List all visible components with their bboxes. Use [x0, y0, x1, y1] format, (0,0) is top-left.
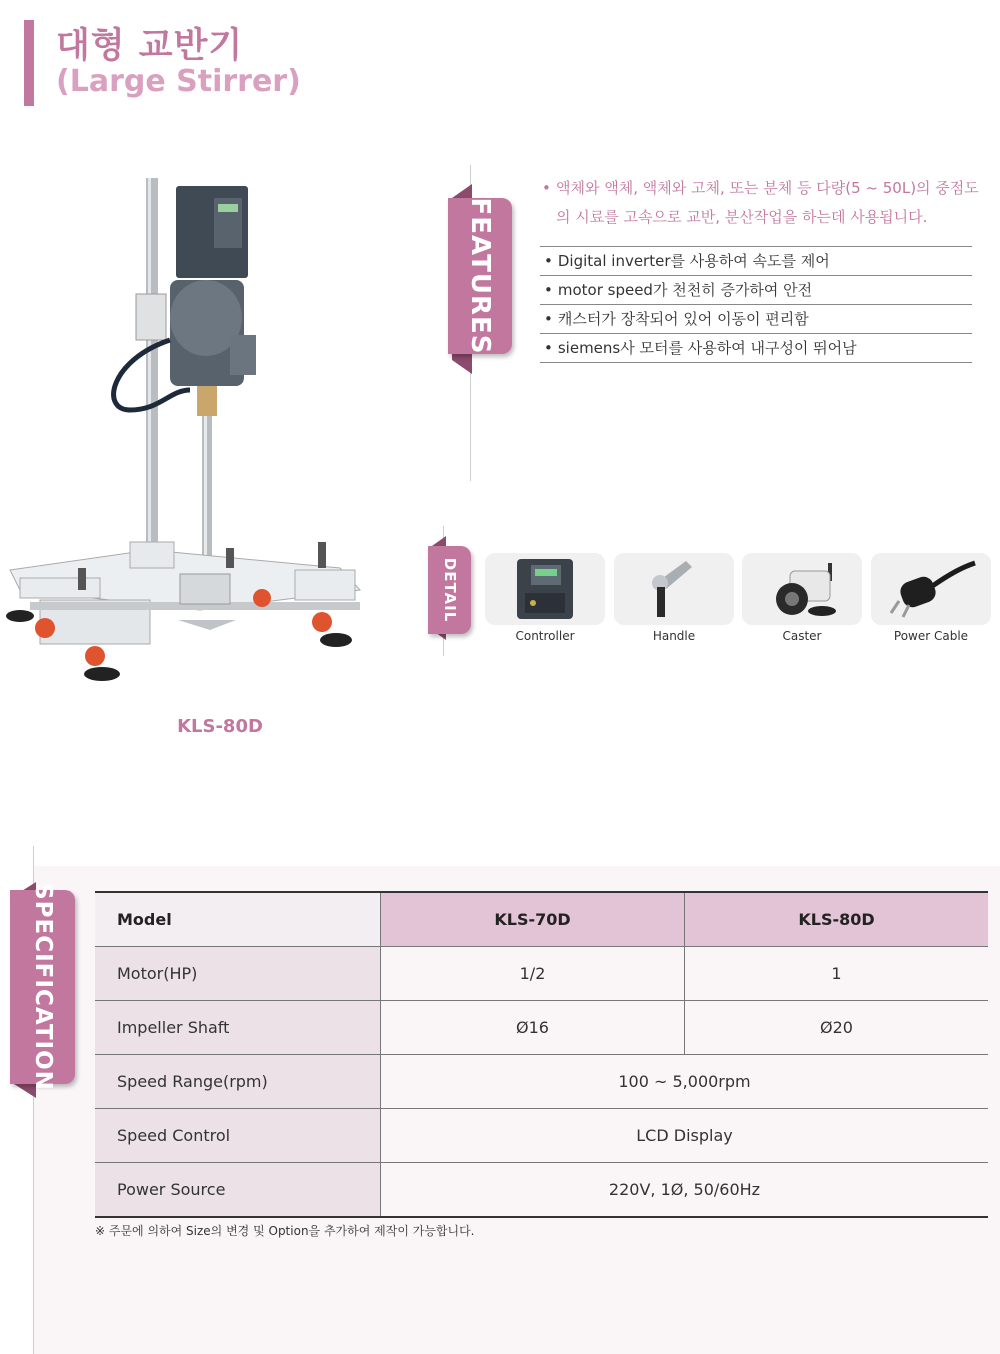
list-item: • siemens사 모터를 사용하여 내구성이 뛰어남 — [540, 334, 972, 363]
table-cell: 220V, 1Ø, 50/60Hz — [381, 1163, 989, 1218]
table-cell: 1 — [685, 947, 989, 1001]
page-subtitle: (Large Stirrer) — [56, 64, 301, 99]
table-row-label: Power Source — [95, 1163, 381, 1218]
table-row — [95, 1163, 988, 1218]
table-header-cell: KLS-70D — [381, 892, 685, 947]
table-cell: 100 ~ 5,000rpm — [381, 1055, 989, 1109]
features-list — [540, 246, 972, 363]
detail-label-controller: Controller — [515, 629, 575, 643]
detail-label-power-cable: Power Cable — [893, 629, 969, 643]
table-row — [95, 1109, 988, 1163]
detail-card-controller — [485, 553, 605, 625]
controller-icon — [485, 553, 605, 625]
detail-label-caster: Caster — [782, 629, 822, 643]
list-item: • motor speed가 천천히 증가하여 안전 — [540, 276, 972, 305]
caster-icon — [742, 553, 862, 625]
detail-tab: DETAIL — [428, 546, 471, 634]
specification-note: ※ 주문에 의하여 Size의 변경 및 Option을 추가하여 제작이 가능합니다. — [95, 1224, 475, 1238]
detail-card-caster — [742, 553, 862, 625]
table-cell: Ø16 — [381, 1001, 685, 1055]
table-row-label: Speed Control — [95, 1109, 381, 1163]
title-accent-bar — [24, 20, 34, 106]
list-item: • Digital inverter를 사용하여 속도를 제어 — [540, 247, 972, 276]
table-cell: LCD Display — [381, 1109, 989, 1163]
table-cell: 1/2 — [381, 947, 685, 1001]
table-row — [95, 1055, 988, 1109]
table-header-label: Model — [95, 892, 381, 947]
table-row — [95, 1001, 988, 1055]
features-lead-text: • 액체와 액체, 액체와 고체, 또는 분체 등 다량(5 ~ 50L)의 중점도의 시료를 고속으로 교반, 분산작업을 하는데 사용됩니다. — [542, 179, 979, 226]
table-row-label: Impeller Shaft — [95, 1001, 381, 1055]
table-row-label: Speed Range(rpm) — [95, 1055, 381, 1109]
specification-tab: SPECIFICATION — [10, 890, 75, 1084]
table-cell: Ø20 — [685, 1001, 989, 1055]
detail-card-handle — [614, 553, 734, 625]
detail-label-handle: Handle — [652, 629, 696, 643]
detail-card-power-cable — [871, 553, 991, 625]
table-header-row — [95, 892, 988, 947]
specification-table — [95, 891, 988, 1218]
table-row-label: Motor(HP) — [95, 947, 381, 1001]
table-header-cell: KLS-80D — [685, 892, 989, 947]
stirrer-product-image — [0, 170, 370, 690]
power-cable-icon — [871, 553, 991, 625]
table-row — [95, 947, 988, 1001]
page-title: 대형 교반기 — [56, 26, 244, 66]
features-tab: FEATURES — [448, 198, 512, 354]
list-item: • 캐스터가 장착되어 있어 이동이 편리함 — [540, 305, 972, 334]
handle-icon — [614, 553, 734, 625]
product-model-label: KLS-80D — [177, 716, 263, 737]
